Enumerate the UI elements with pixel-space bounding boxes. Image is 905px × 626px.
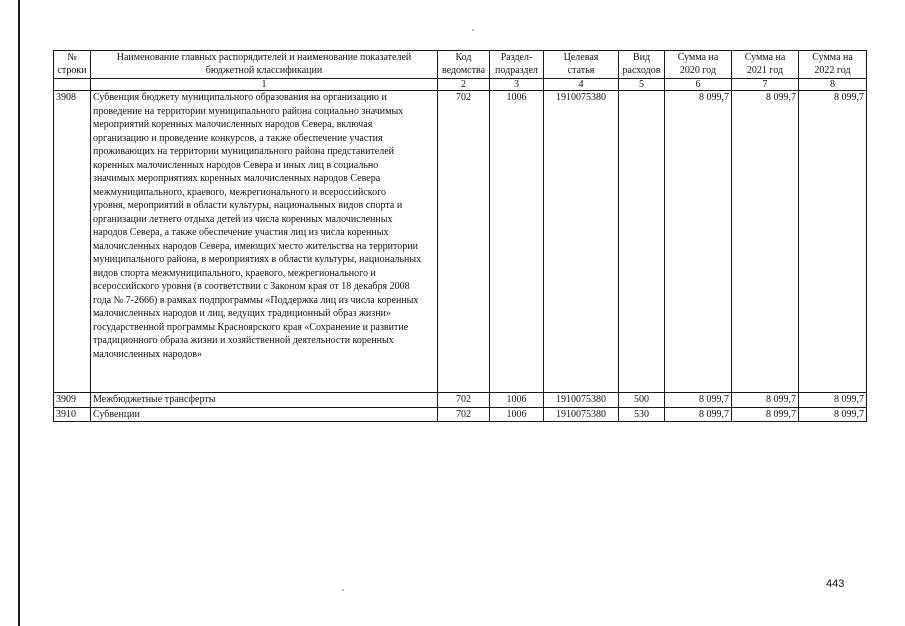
row-sum-2020: 8 099,7: [665, 407, 732, 422]
row-sum-2022: 8 099,7: [799, 407, 867, 422]
column-number: 4: [544, 79, 619, 91]
col-header-target-article: Целевая статья: [544, 51, 619, 79]
row-sum-2021: 8 099,7: [732, 407, 799, 422]
row-sum-2022: 8 099,7: [799, 91, 867, 393]
col-header-department-code: Код ведомства: [438, 51, 490, 79]
row-target-article: 1910075380: [544, 91, 619, 393]
col-header-row-number: № строки: [54, 51, 91, 79]
col-header-sum-2022: Сумма на 2022 год: [799, 51, 867, 79]
row-section: 1006: [490, 407, 544, 422]
binding-margin-line: [18, 0, 20, 626]
row-section: 1006: [490, 393, 544, 408]
row-name: Субвенция бюджету муниципального образования на организацию и проведение на территории муниципального района социально значимых мероприятий коренных малочисленных народов Севера, включая организацию и проведение конкурсов, а также обеспечение участия проживающих на территории муниципального района представителей коренных малочисленных народов Севера и иных лиц в социально значимых мероприятиях коренных малочисленных народов Севера межмуниципального, краевого, межрегионального и всероссийского уровня, мероприятий в области культуры, национальных видов спорта и организации летнего отдыха детей из числа коренных малочисленных народов Севера, а также обеспечение участия лиц из числа коренных малочисленных народов Севера, имеющих место жительства на территории муниципального района, в мероприятиях в области культуры, национальных видов спорта межмуниципального, краевого, межрегионального и всероссийского уровня (в соответствии с Законом края от 18 декабря 2008 года № 7-2666) в рамках подпрограммы «Поддержка лиц из числа коренных малочисленных народов и лиц, ведущих традиционный образ жизни» государственной программы Красноярского края «Сохранение и развитие традиционного образа жизни и хозяйственной деятельности коренных малочисленных народов»: [91, 91, 438, 393]
row-expense-type: [619, 91, 665, 393]
row-number: 3908: [54, 91, 91, 393]
row-sum-2020: 8 099,7: [665, 91, 732, 393]
row-department-code: 702: [438, 91, 490, 393]
column-number-row: [54, 79, 867, 91]
column-number: 7: [732, 79, 799, 91]
row-expense-type: 500: [619, 393, 665, 408]
row-department-code: 702: [438, 407, 490, 422]
column-number: 2: [438, 79, 490, 91]
row-number: 3909: [54, 393, 91, 408]
row-department-code: 702: [438, 393, 490, 408]
column-number-blank: [54, 79, 91, 91]
col-header-name: Наименование главных распорядителей и наименование показателей бюджетной классификации: [91, 51, 438, 79]
row-sum-2021: 8 099,7: [732, 91, 799, 393]
row-number: 3910: [54, 407, 91, 422]
col-header-section: Раздел- подраздел: [490, 51, 544, 79]
row-sum-2021: 8 099,7: [732, 393, 799, 408]
row-target-article: 1910075380: [544, 393, 619, 408]
scan-speck: [342, 589, 344, 591]
column-number: 8: [799, 79, 867, 91]
row-expense-type: 530: [619, 407, 665, 422]
col-header-sum-2020: Сумма на 2020 год: [665, 51, 732, 79]
col-header-sum-2021: Сумма на 2021 год: [732, 51, 799, 79]
table-row: [54, 407, 867, 422]
row-name: Субвенции: [91, 407, 438, 422]
scan-speck: [472, 29, 474, 31]
column-number: 3: [490, 79, 544, 91]
column-number: 5: [619, 79, 665, 91]
row-sum-2020: 8 099,7: [665, 393, 732, 408]
row-sum-2022: 8 099,7: [799, 393, 867, 408]
table-row: [54, 91, 867, 393]
page-number: 443: [826, 578, 845, 590]
col-header-expense-type: Вид расходов: [619, 51, 665, 79]
row-name: Межбюджетные трансферты: [91, 393, 438, 408]
header-row: [54, 51, 867, 79]
column-number: 1: [91, 79, 438, 91]
row-section: 1006: [490, 91, 544, 393]
column-number: 6: [665, 79, 732, 91]
table-row: [54, 393, 867, 408]
budget-table: [53, 50, 867, 422]
row-target-article: 1910075380: [544, 407, 619, 422]
